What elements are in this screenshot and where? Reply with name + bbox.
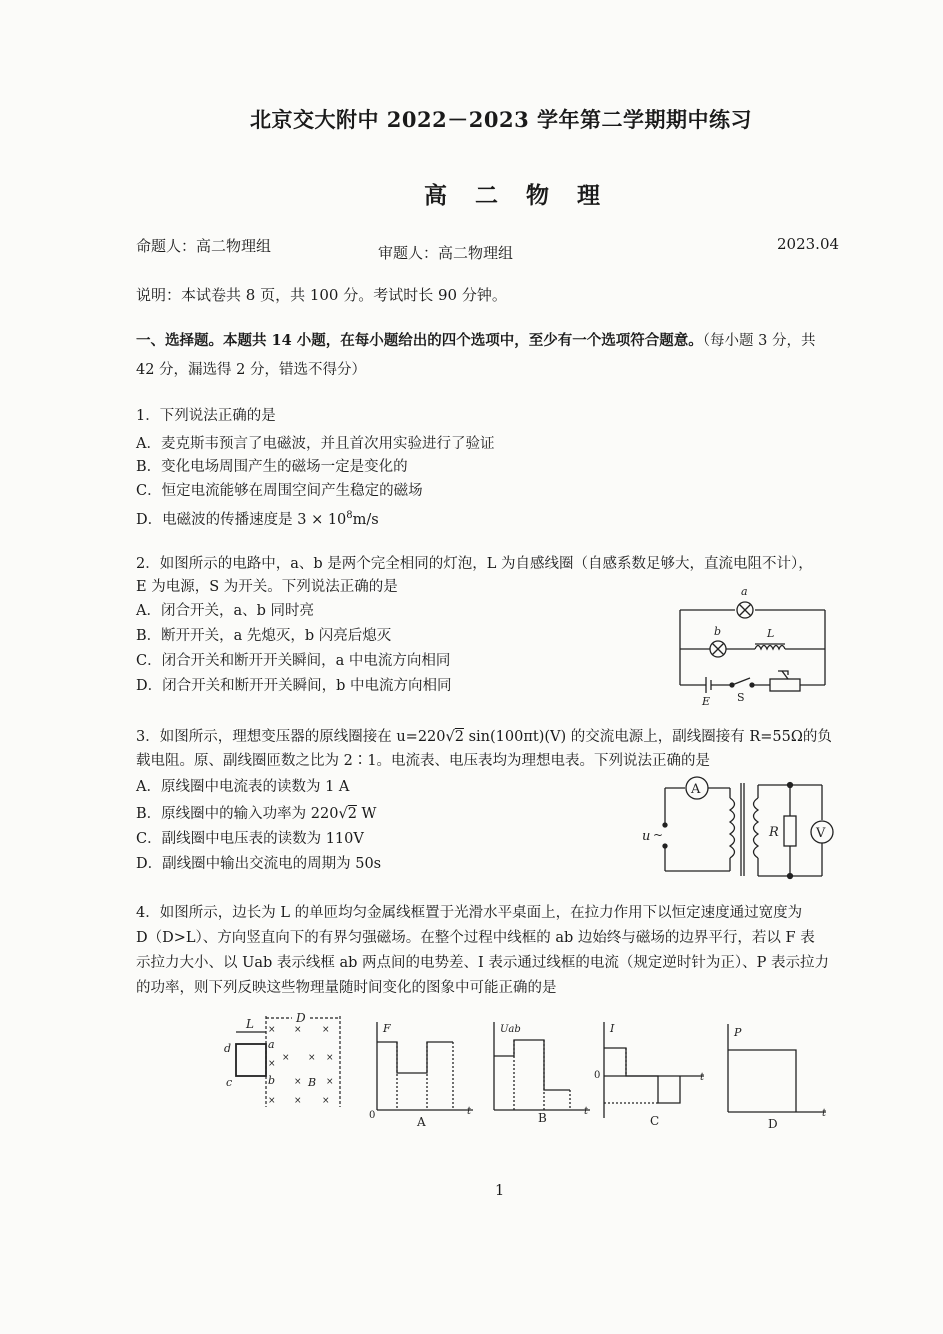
q3-stem-1-pre: 3．如图所示，理想变压器的原线圈接在 u=220 (136, 729, 446, 745)
switch-icon (732, 678, 750, 685)
exam-date: 2023.04 (777, 235, 840, 253)
axis-t: t (700, 1072, 705, 1083)
svg-text:×: × (268, 1025, 276, 1035)
subject-title: 高 二 物 理 (424, 182, 611, 209)
label-b: b (714, 625, 722, 638)
label-a: a (741, 585, 748, 598)
section-scoring-cont: 42 分，漏选得 2 分，错选不得分） (136, 362, 367, 378)
q2-option-c: C．闭合开关和断开开关瞬间，a 中电流方向相同 (136, 653, 451, 669)
axis-t: t (584, 1106, 589, 1117)
q4-graph-a (365, 1018, 480, 1128)
q4-graph-d (716, 1022, 834, 1134)
exam-title: 北京交大附中 2022－2023 学年第二学期期中练习 (250, 107, 753, 132)
q2-stem-1: 2．如图所示的电路中，a、b 是两个完全相同的灯泡，L 为自感线圈（自感系数足够大，直流电阻不计）， (136, 556, 813, 572)
svg-text:×: × (294, 1096, 302, 1106)
q3-stem-2: 载电阻。原、副线圈匝数之比为 2∶1。电流表、电压表均为理想电表。下列说法正确的是 (136, 753, 711, 769)
svg-text:×: × (308, 1053, 316, 1063)
label-L: L (767, 627, 775, 640)
origin: 0 (369, 1110, 376, 1121)
q1-option-b: B．变化电场周围产生的磁场一定是变化的 (136, 459, 408, 475)
label-R: R (769, 825, 779, 840)
q4-stem-4: 的功率，则下列反映这些物理量随时间变化的图象中可能正确的是 (136, 980, 557, 996)
q4-graph-b (482, 1018, 597, 1128)
q3-option-d: D．副线圈中输出交流电的周期为 50s (136, 856, 382, 872)
label-u: u (642, 829, 651, 844)
section-scoring: （每小题 3 分，共 (702, 333, 816, 349)
axis-t: t (822, 1108, 827, 1119)
q3-option-b: B．原线圈中的输入功率为 220√2 W (136, 806, 377, 822)
q3-b-pre: B．原线圈中的输入功率为 220 (136, 806, 339, 822)
section-heading-text: 一、选择题。本题共 14 小题，在每小题给出的四个选项中，至少有一个选项符合题意。 (136, 332, 703, 349)
q1-d-post: m/s (352, 511, 379, 528)
exam-note: 说明：本试卷共 8 页，共 100 分。考试时长 90 分钟。 (136, 286, 507, 304)
svg-text:×: × (268, 1059, 276, 1069)
label-b: b (268, 1074, 276, 1087)
svg-text:×: × (326, 1053, 334, 1063)
svg-text:×: × (294, 1025, 302, 1035)
q4-stem-2: D（D>L）、方向竖直向下的有界匀强磁场。在整个过程中线框的 ab 边始终与磁场的边界平行，若以 F 表 (136, 930, 815, 946)
page-number: 1 (495, 1183, 505, 1199)
q2-stem-2: E 为电源，S 为开关。下列说法正确的是 (136, 579, 398, 595)
label-d: d (224, 1042, 232, 1055)
svg-text:×: × (268, 1096, 276, 1106)
axis-I: I (610, 1022, 615, 1035)
rheostat-icon (770, 679, 800, 691)
q4-stem-3: 示拉力大小、以 Uab 表示线框 ab 两点间的电势差、I 表示通过线框的电流（规定逆时针为正）、P 表示拉力 (136, 955, 829, 971)
axis-t: t (467, 1106, 472, 1117)
q4-field-diagram (222, 1012, 352, 1110)
q2-option-a: A．闭合开关，a、b 同时亮 (136, 603, 315, 619)
svg-text:~: ~ (653, 828, 664, 842)
q1-d-exp: 8 (346, 510, 353, 521)
q3-b-root: 2 (347, 806, 357, 822)
q3-stem-1-post: sin(100πt)(V) 的交流电源上，副线圈接有 R=55Ω的负 (463, 729, 832, 745)
q3-stem-1: 3．如图所示，理想变压器的原线圈接在 u=220√2 sin(100πt)(V) 的交流电源上，副线圈接有 R=55Ω的负 (136, 729, 832, 745)
label-B: B (308, 1076, 317, 1089)
label-ammeter: A (691, 782, 701, 797)
option-label-d: D (768, 1117, 778, 1131)
wire-frame (236, 1044, 266, 1076)
label-D: D (296, 1012, 306, 1025)
q1-option-c: C．恒定电流能够在周围空间产生稳定的磁场 (136, 483, 423, 499)
label-S: S (737, 691, 745, 704)
label-c: c (226, 1076, 233, 1089)
q3-option-c: C．副线圈中电压表的读数为 110V (136, 831, 364, 847)
q1-d-pre: D．电磁波的传播速度是 3 × 10 (136, 511, 347, 528)
q4-stem-1: 4．如图所示，边长为 L 的单匝均匀金属线框置于光滑水平桌面上，在拉力作用下以恒定速度通过宽度为 (136, 905, 803, 921)
author: 命题人：高二物理组 (136, 237, 272, 255)
label-E: E (702, 695, 711, 705)
svg-text:×: × (294, 1077, 302, 1087)
q1-option-a: A．麦克斯韦预言了电磁波，并且首次用实验进行了验证 (136, 436, 495, 452)
label-L: L (246, 1017, 254, 1031)
svg-text:×: × (322, 1025, 330, 1035)
q2-option-d: D．闭合开关和断开开关瞬间，b 中电流方向相同 (136, 678, 452, 694)
q3-b-post: W (356, 806, 377, 822)
inductor-icon (755, 646, 785, 650)
origin: 0 (594, 1070, 601, 1081)
q4-graph-c (592, 1018, 712, 1133)
section-heading (136, 329, 815, 353)
axis-P: P (734, 1026, 742, 1039)
q3-transformer-diagram (640, 773, 840, 883)
axis-Uab: Uab (500, 1024, 521, 1035)
q2-option-b: B．断开开关，a 先熄灭，b 闪亮后熄灭 (136, 628, 392, 644)
axis-F: F (383, 1022, 391, 1035)
reviewer: 审题人：高二物理组 (378, 244, 514, 262)
svg-text:×: × (322, 1096, 330, 1106)
q1-stem: 1．下列说法正确的是 (136, 408, 276, 424)
q1-option-d (136, 504, 379, 532)
label-a: a (268, 1038, 275, 1051)
q2-circuit-diagram (670, 585, 835, 705)
field-crosses (268, 1025, 334, 1106)
q3-option-a: A．原线圈中电流表的读数为 1 A (136, 779, 350, 795)
q3-stem-1-root: 2 (454, 729, 464, 745)
secondary-coil-icon (754, 798, 759, 858)
svg-text:×: × (326, 1077, 334, 1087)
label-voltmeter: V (816, 826, 826, 841)
resistor-icon (784, 816, 796, 846)
option-label-a: A (417, 1115, 426, 1128)
option-label-c: C (650, 1114, 660, 1128)
option-label-b: B (538, 1111, 547, 1125)
primary-coil-icon (730, 798, 735, 858)
svg-text:×: × (282, 1053, 290, 1063)
